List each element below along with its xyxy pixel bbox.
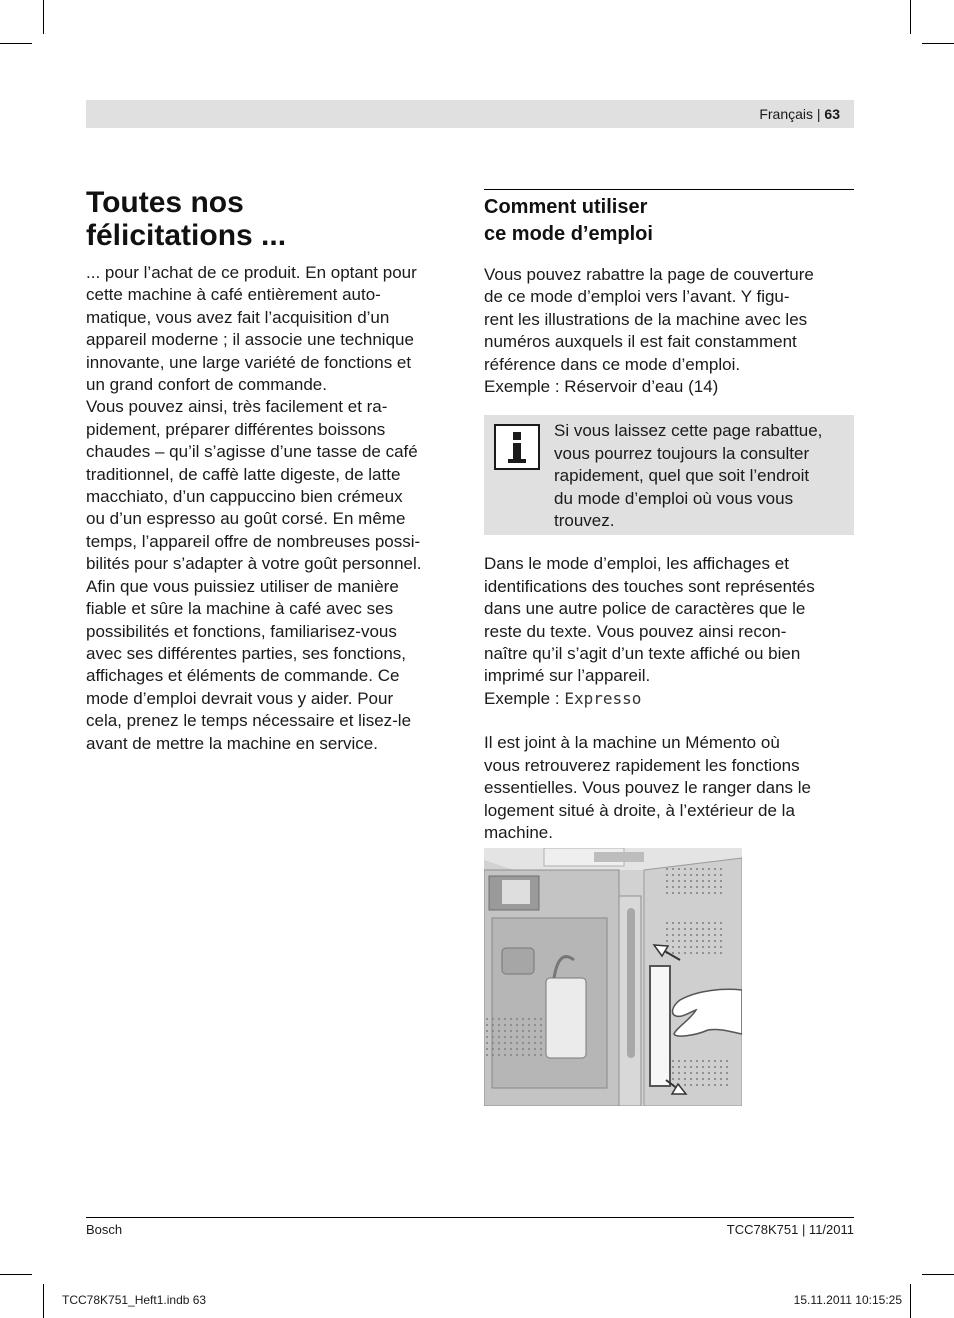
usage-paragraph-2-text: Dans le mode d’emploi, les affichages et identifications des touches sont représentés dans une autre police de caractères que le reste du texte. Vous pouvez ainsi recon- naître qu’il s’agit d’un texte affiché ou bien imprimé sur l’appareil. <box>484 554 815 686</box>
section-title: Comment utiliser ce mode d’emploi <box>484 196 653 245</box>
crop-mark <box>910 0 911 34</box>
section-rule <box>484 189 854 190</box>
page-title: Toutes nos félicitations ... <box>86 186 287 252</box>
example-display-text: Expresso <box>564 688 642 708</box>
crop-mark <box>0 1274 32 1275</box>
right-column <box>484 189 854 844</box>
usage-paragraph-1: Vous pouvez rabattre la page de couverture de ce mode d’emploi vers l’avant. Y figu- rent les illustrations de la machine avec les numéros auxquels il est fait constamment référence dans ce mode d’emploi. Exemple : Réservoir d’eau (14) <box>484 265 814 397</box>
footer-brand: Bosch <box>86 1222 123 1237</box>
header-page-number: 63 <box>824 106 840 122</box>
footer-doc-ref: TCC78K751 | 11/2011 <box>726 1222 854 1237</box>
crop-mark <box>910 1284 911 1318</box>
header-language: Français <box>759 106 813 122</box>
crop-mark <box>43 0 44 34</box>
crop-mark <box>922 1274 954 1275</box>
slug-file: TCC78K751_Heft1.indb 63 <box>62 1293 207 1307</box>
header-text <box>759 106 840 122</box>
note-text: Si vous laissez cette page rabattue, vous pourrez toujours la consulter rapidement, quel que soit l’endroit du mode d’emploi où vous vous trouvez. <box>554 421 823 531</box>
crop-mark <box>922 43 954 44</box>
usage-paragraph-3: Il est joint à la machine un Mémento où vous retrouverez rapidement les fonctions essentielles. Vous pouvez le ranger dans le logement situé à droite, à l’extérieur de la machine. <box>484 733 811 842</box>
page-header <box>86 100 854 128</box>
header-separator: | <box>816 106 821 122</box>
crop-mark <box>43 1284 44 1318</box>
info-icon <box>494 424 540 470</box>
intro-paragraph: ... pour l’achat de ce produit. En optant pour cette machine à café entièrement auto- matique, vous avez fait l’acquisition d’un appareil moderne ; il associe une technique innovante, une large variété de fonctions et un grand confort de commande. Vous pouvez ainsi, très facilement et ra- pidement, préparer différentes boissons chaudes – qu’il s’agisse d’une tasse de café traditionnel, de caffè latte digeste, de latte macchiato, d’un cappuccino bien crémeux ou d’un espresso au goût corsé. En même temps, l’appareil offre de nombreuses possi- bilités pour s’adapter à votre goût personnel. Afin que vous puissiez utiliser de manière fiable et sûre la machine à café avec ses possibilités et fonctions, familiarisez-vous avec ses différentes parties, ses fonctions, affichages et éléments de commande. Ce mode d’emploi devrait vous y aider. Pour cela, prenez le temps nécessaire et lisez-le avant de mettre la machine en service. <box>86 263 422 753</box>
machine-drawing <box>484 848 742 1106</box>
left-column <box>86 186 456 755</box>
footer-rule <box>86 1217 854 1218</box>
example-label: Exemple : <box>484 688 565 708</box>
machine-illustration <box>484 848 742 1106</box>
crop-mark <box>0 43 32 44</box>
note-box <box>484 415 854 535</box>
usage-paragraph-2 <box>484 553 854 710</box>
slug-timestamp: 15.11.2011 10:15:25 <box>793 1293 902 1307</box>
